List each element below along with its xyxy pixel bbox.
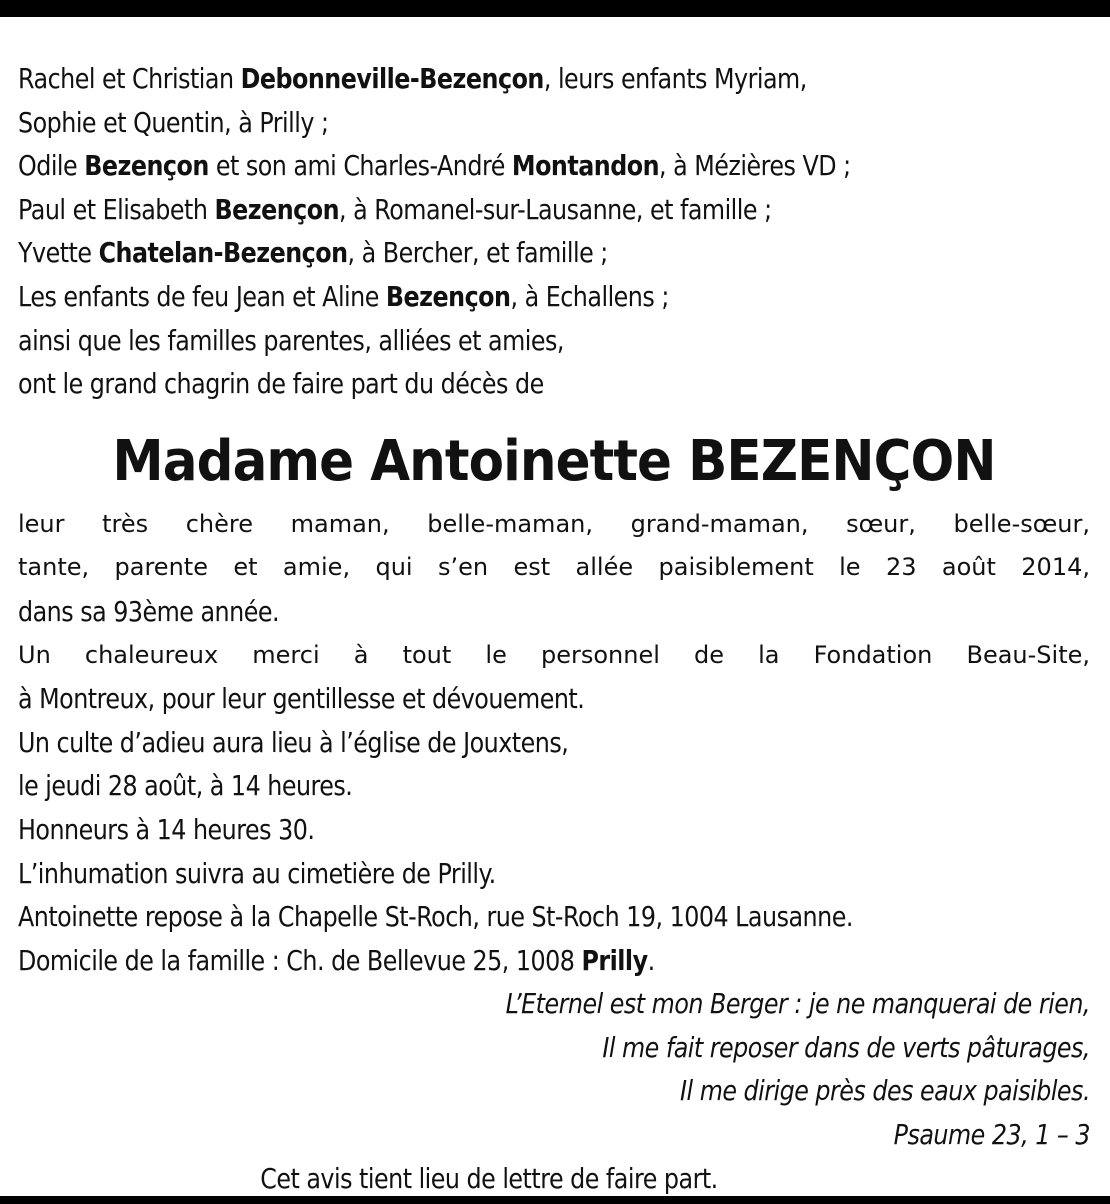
family-line — [18, 101, 929, 145]
psalm-quote — [18, 982, 1090, 1156]
family-text: Odile — [18, 149, 85, 183]
psalm-line: L’Eternel est mon Berger : je ne manquerai de rien, — [505, 987, 1090, 1021]
family-line — [18, 319, 929, 363]
family-surname: Bezençon — [214, 192, 340, 226]
family-line — [18, 188, 929, 232]
family-text: et son ami Charles-André — [208, 149, 512, 183]
domicile-text: Domicile de la famille : Ch. de Bellevue 25, 1008 — [18, 943, 582, 977]
domicile-line-wrap — [18, 939, 1090, 983]
body-line: Un culte d’adieu aura lieu à l’église de Jouxtens, — [18, 725, 569, 759]
family-surname: Debonneville-Bezençon — [240, 62, 544, 95]
domicile-town: Prilly — [581, 943, 648, 977]
body-line: L’inhumation suivra au cimetière de Prilly. — [18, 856, 496, 890]
psalm-reference: Psaume 23, 1 – 3 — [893, 1118, 1090, 1152]
top-border-rule — [0, 0, 1110, 17]
family-text: Paul et Elisabeth — [18, 192, 215, 226]
bottom-border-rule — [0, 1196, 1110, 1204]
family-text: ainsi que les familles parentes, alliées et amies, — [18, 323, 564, 357]
closing-note: Cet avis tient lieu de lettre de faire part. — [260, 1161, 718, 1195]
family-text: Sophie et Quentin, à Prilly ; — [18, 105, 329, 139]
deceased-name-heading: Madame Antoinette BEZENÇON — [112, 428, 996, 494]
psalm-line: Il me dirige près des eaux paisibles. — [680, 1074, 1090, 1108]
family-line — [18, 275, 929, 319]
body-line: Honneurs à 14 heures 30. — [18, 812, 315, 846]
family-surname: Chatelan-Bezençon — [98, 236, 348, 270]
body-line: tante, parente et amie, qui s’en est allée paisiblement le 23 août 2014, — [18, 553, 1090, 582]
family-text: , à Echallens ; — [510, 279, 669, 313]
family-line — [18, 231, 929, 275]
family-text: , leurs enfants Myriam, — [543, 62, 807, 95]
body-line: leur très chère maman, belle-maman, grand-maman, sœur, belle-sœur, — [18, 509, 1090, 538]
family-text: Yvette — [18, 236, 99, 270]
family-line — [18, 362, 929, 406]
family-text: ont le grand chagrin de faire part du décès de — [18, 367, 544, 401]
psalm-line: Il me fait reposer dans de verts pâturages, — [602, 1030, 1090, 1064]
notice-body — [18, 503, 1090, 939]
body-line: Un chaleureux merci à tout le personnel de la Fondation Beau-Site, — [18, 640, 1090, 669]
family-text: Rachel et Christian — [18, 62, 241, 95]
domicile-end: . — [647, 943, 655, 977]
body-line: Antoinette repose à la Chapelle St-Roch, rue St-Roch 19, 1004 Lausanne. — [18, 900, 853, 934]
family-surname: Montandon — [511, 149, 660, 183]
family-line — [18, 57, 929, 101]
family-line — [18, 144, 929, 188]
closing-note-wrap — [18, 1157, 1090, 1201]
domicile-line — [18, 939, 929, 983]
body-line: dans sa 93ème année. — [18, 594, 280, 628]
family-text: , à Mézières VD ; — [659, 149, 851, 183]
obituary-notice — [18, 57, 1090, 1200]
family-surname: Bezençon — [84, 149, 209, 183]
family-text: Les enfants de feu Jean et Aline — [18, 279, 386, 313]
family-list — [18, 57, 1090, 406]
family-surname: Bezençon — [385, 279, 511, 313]
body-line: à Montreux, pour leur gentillesse et dévouement. — [18, 682, 585, 716]
family-text: , à Romanel-sur-Lausanne, et famille ; — [339, 192, 772, 226]
body-line: le jeudi 28 août, à 14 heures. — [18, 769, 353, 803]
family-text: , à Bercher, et famille ; — [347, 236, 608, 270]
